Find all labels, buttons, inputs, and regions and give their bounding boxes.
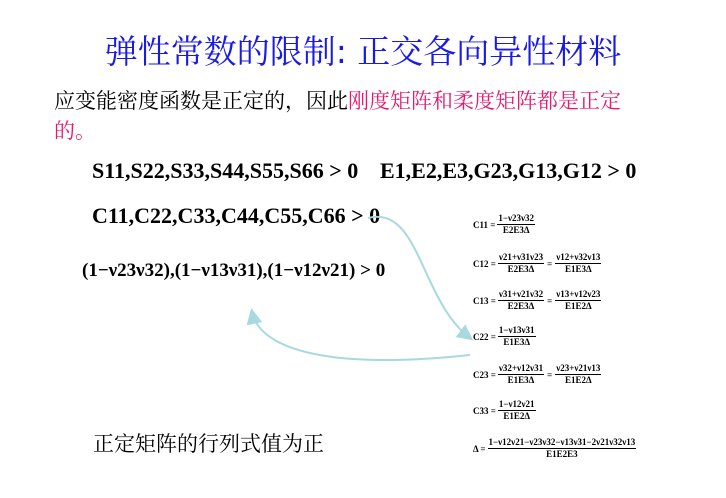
numerator: ν23+ν21ν13: [556, 363, 601, 373]
numerator: 1−ν13ν31: [498, 325, 535, 335]
arrow-back-to-nu: [252, 312, 470, 360]
denominator: E1E2Δ: [565, 301, 592, 311]
e-condition-text: E1,E2,E3,G23,G13,G12 > 0: [380, 158, 637, 183]
fraction: [497, 213, 535, 236]
formula-delta: [473, 437, 636, 460]
formula-c13: [473, 289, 601, 312]
numerator: ν32+ν12ν31: [498, 363, 544, 373]
formula-c23: [473, 363, 601, 386]
formula-c33: [473, 399, 536, 422]
fraction: [498, 399, 536, 422]
denominator: E1E2Δ: [565, 375, 592, 385]
formula-lhs: C13 =: [473, 295, 496, 306]
formula-c11: [473, 213, 535, 236]
formula-lhs: C33 =: [473, 405, 496, 416]
intro-highlight: 刚度矩阵和柔度矩阵都是正定的。: [54, 89, 621, 143]
formula-c22: [473, 325, 536, 348]
denominator: E1E3Δ: [507, 375, 535, 385]
conclusion-text: 正定矩阵的行列式值为正: [93, 432, 324, 456]
denominator: E1E3Δ: [565, 264, 592, 274]
formula-lhs: C22 =: [473, 331, 496, 342]
s-condition-text: S11,S22,S33,S44,S55,S66 > 0: [92, 158, 359, 183]
numerator: ν31+ν21ν32: [498, 289, 544, 299]
numerator: 1−ν12ν21: [498, 399, 535, 409]
formula-lhs: C23 =: [473, 369, 496, 380]
numerator: 1−ν12ν21−ν23ν32−ν13ν31−2ν21ν32ν13: [488, 437, 636, 447]
numerator: ν21+ν31ν23: [498, 252, 544, 262]
numerator: ν13+ν12ν23: [556, 289, 601, 299]
denominator: E2E3Δ: [507, 264, 535, 274]
denominator: E1E2E3: [546, 449, 578, 459]
fraction: [488, 437, 637, 460]
numerator: ν12+ν32ν13: [556, 252, 601, 262]
formula-lhs: C12 =: [473, 258, 496, 269]
equals-sign: =: [547, 295, 553, 306]
intro-plain: 应变能密度函数是正定的，因此: [54, 89, 348, 113]
denominator: E1E3Δ: [503, 337, 531, 347]
denominator: E2E3Δ: [507, 301, 535, 311]
fraction: [555, 363, 601, 386]
formula-lhs: C11 =: [473, 219, 496, 230]
fraction: [498, 325, 536, 348]
equals-sign: =: [547, 258, 553, 269]
numerator: 1−ν23ν32: [498, 213, 535, 223]
slide-title: 弹性常数的限制: 正交各向异性材料: [104, 32, 622, 71]
c-condition-text: C11,C22,C33,C44,C55,C66 > 0: [92, 203, 381, 228]
nu-condition-text: (1−ν23ν32),(1−ν13ν31),(1−ν12ν21) > 0: [82, 260, 386, 281]
fraction: [555, 289, 601, 312]
formula-c12: [473, 252, 601, 275]
fraction: [498, 363, 544, 386]
arrow-to-formulas: [368, 217, 470, 338]
equals-sign: =: [547, 369, 553, 380]
formula-lhs: Δ =: [473, 443, 486, 454]
denominator: E1E2Δ: [503, 411, 531, 421]
fraction: [498, 289, 544, 312]
fraction: [498, 252, 544, 275]
fraction: [555, 252, 601, 275]
denominator: E2E3Δ: [502, 225, 530, 235]
